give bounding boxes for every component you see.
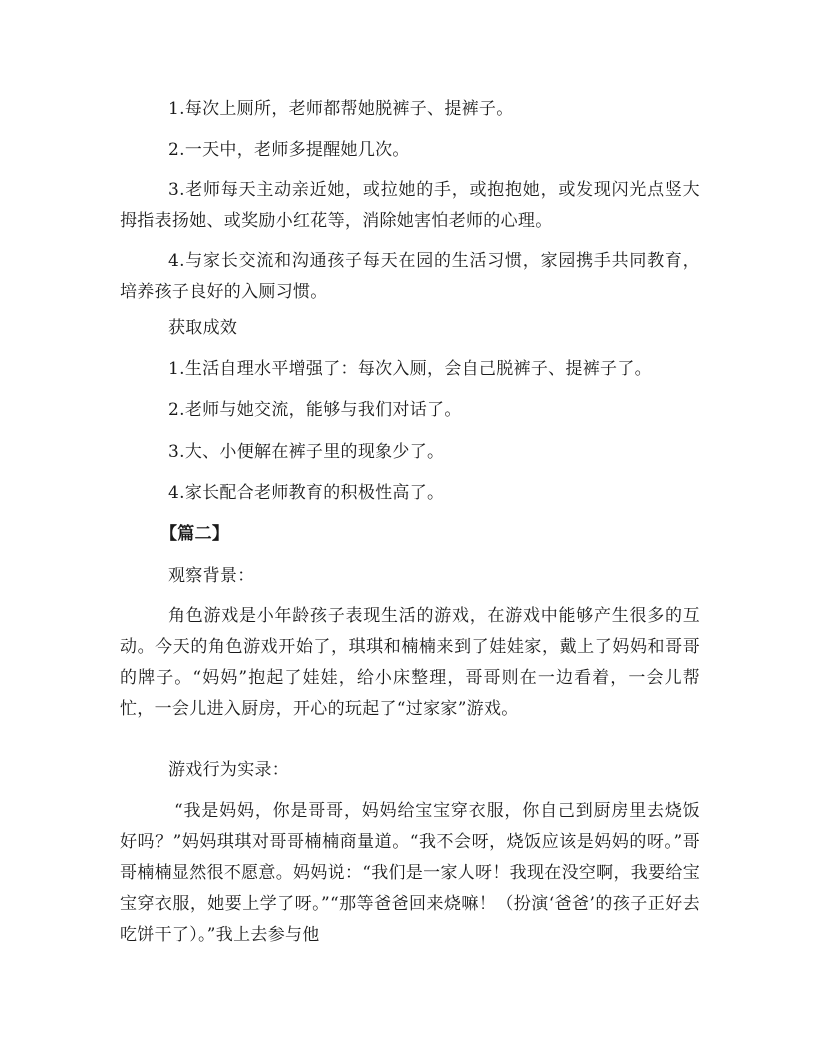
measure-item-1: 1.每次上厕所，老师都帮她脱裤子、提裤子。 (168, 99, 514, 119)
result-item-3: 3.大、小便解在裤子里的现象少了。 (168, 442, 445, 462)
results-heading: 获取成效 (168, 318, 238, 338)
result-item-1: 1.生活自理水平增强了：每次入厕，会自己脱裤子、提裤子了。 (168, 359, 652, 379)
record-heading: 游戏行为实录： (168, 760, 290, 780)
section-title: 【篇二】 (160, 524, 230, 544)
result-item-4: 4.家长配合老师教育的积极性高了。 (168, 483, 445, 503)
measure-item-4: 4.与家长交流和沟通孩子每天在园的生活习惯，家园携手共同教育，培养孩子良好的入厕习惯。 (120, 251, 700, 302)
result-item-2: 2.老师与她交流，能够与我们对话了。 (168, 400, 462, 420)
measure-item-2: 2.一天中，老师多提醒她几次。 (168, 140, 410, 160)
record-paragraph: “我是妈妈，你是哥哥，妈妈给宝宝穿衣服，你自己到厨房里去烧饭好吗？”妈妈琪琪对哥哥楠楠商量道。“我不会呀，烧饭应该是妈妈的呀。”哥哥楠楠显然很不愿意。妈妈说：“我们是一家人呀！我现在没空啊，我要给宝宝穿衣服，她要上学了呀。”“那等爸爸回来烧嘛！（扮演‘爸爸’的孩子正好去吃饼干了）。”我上去参与他 (120, 801, 700, 945)
background-paragraph: 角色游戏是小年龄孩子表现生活的游戏，在游戏中能够产生很多的互动。今天的角色游戏开始了，琪琪和楠楠来到了娃娃家，戴上了妈妈和哥哥的牌子。“妈妈”抱起了娃娃，给小床整理，哥哥则在一边看着，一会儿帮忙，一会儿进入厨房，开心的玩起了“过家家”游戏。 (120, 606, 700, 719)
measure-item-3: 3.老师每天主动亲近她，或拉她的手，或抱抱她，或发现闪光点竖大拇指表扬她、或奖励小红花等，消除她害怕老师的心理。 (120, 180, 700, 231)
background-heading: 观察背景： (168, 566, 255, 586)
